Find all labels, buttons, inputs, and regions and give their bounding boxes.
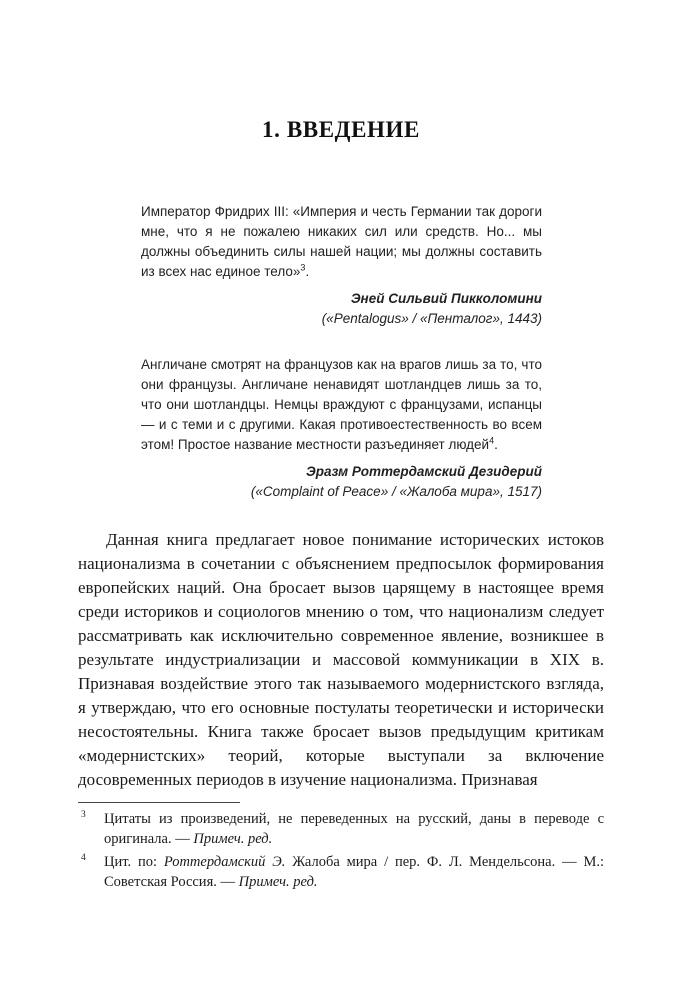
epigraph-1-source: («Pentalogus» / «Пенталог», 1443): [321, 311, 542, 326]
footnote-3-number: 3: [81, 810, 86, 820]
epigraph-2-source: («Complaint of Peace» / «Жалоба мира», 1517): [250, 484, 542, 499]
footnote-4-prefix: Цит. по:: [104, 854, 164, 870]
epigraph-1-endmark: .: [305, 264, 310, 279]
footnote-4: [78, 852, 604, 892]
footnote-ref-3-marker: 3: [300, 262, 306, 273]
footnote-4-number: 4: [81, 853, 86, 863]
epigraph-1: [141, 202, 542, 329]
epigraph-2-author: Эразм Роттердамский Дезидерий: [306, 464, 542, 479]
footnote-4-text: [104, 852, 604, 892]
footnote-3-main: Цитаты из произведений, не переведенных на русский, даны в переводе с оригинала. —: [104, 811, 604, 847]
epigraph-2-endmark: .: [494, 437, 498, 452]
footnote-divider: [78, 802, 240, 803]
epigraph-1-quote: Император Фридрих III: «Империя и честь Германии так дороги мне, что я не пожалею никаких сил или средств. Но... мы должны объединить силы нашей нации; мы должны составить из всех нас единое тело»: [141, 204, 542, 279]
epigraph-2-quote: Англичане смотрят на французов как на врагов лишь за то, что они французы. Англичане ненавидят шотландцев лишь за то, что они шотландцы. Немцы враждуют с французами, испанцы — и с теми и с другими. Какая противоестественность во всем этом! Простое название местности разъединяет людей: [141, 357, 542, 452]
footnote-3-text: [104, 809, 604, 849]
footnote-3-editor-note: Примеч. ред.: [193, 831, 273, 847]
footnote-4-author: Роттердамский Э.: [163, 854, 286, 870]
footnote-3: [78, 809, 604, 849]
body-paragraph: Данная книга предлагает новое понимание исторических истоков национализма в сочетании с объяснением предпосылок формирования европейских наций. Она бросает вызов царящему в настоящее время среди историков и социологов мнению о том, что национализм следует рассматривать как исключительно современное явление, возникшее в результате индустриализации и массовой коммуникации в XIX в. Признавая воздействие этого так называемого модернистского взгляда, я утверждаю, что его основные постулаты теоретически и исторически несостоятельны. Книга также бросает вызов предыдущим критикам «модернистских» теорий, которые выступали за включение досовременных периодов в изучение национализма. Признавая: [78, 530, 604, 789]
footnote-ref-4-marker: 4: [489, 435, 495, 446]
epigraph-1-text: [141, 202, 542, 282]
epigraph-2-attribution: [141, 462, 542, 502]
epigraph-1-attribution: [141, 289, 542, 329]
footnote-4-main: Жалоба мира / пер. Ф. Л. Мендельсона. — М.: Советская Россия. —: [104, 854, 604, 890]
footnotes-section: [78, 802, 604, 892]
footnote-4-editor-note: Примеч. ред.: [238, 874, 318, 890]
epigraph-2: [141, 355, 542, 502]
epigraph-2-text: [141, 355, 542, 455]
epigraph-1-author: Эней Сильвий Пикколомини: [350, 291, 542, 306]
chapter-title: 1. ВВЕДЕНИЕ: [262, 117, 420, 142]
